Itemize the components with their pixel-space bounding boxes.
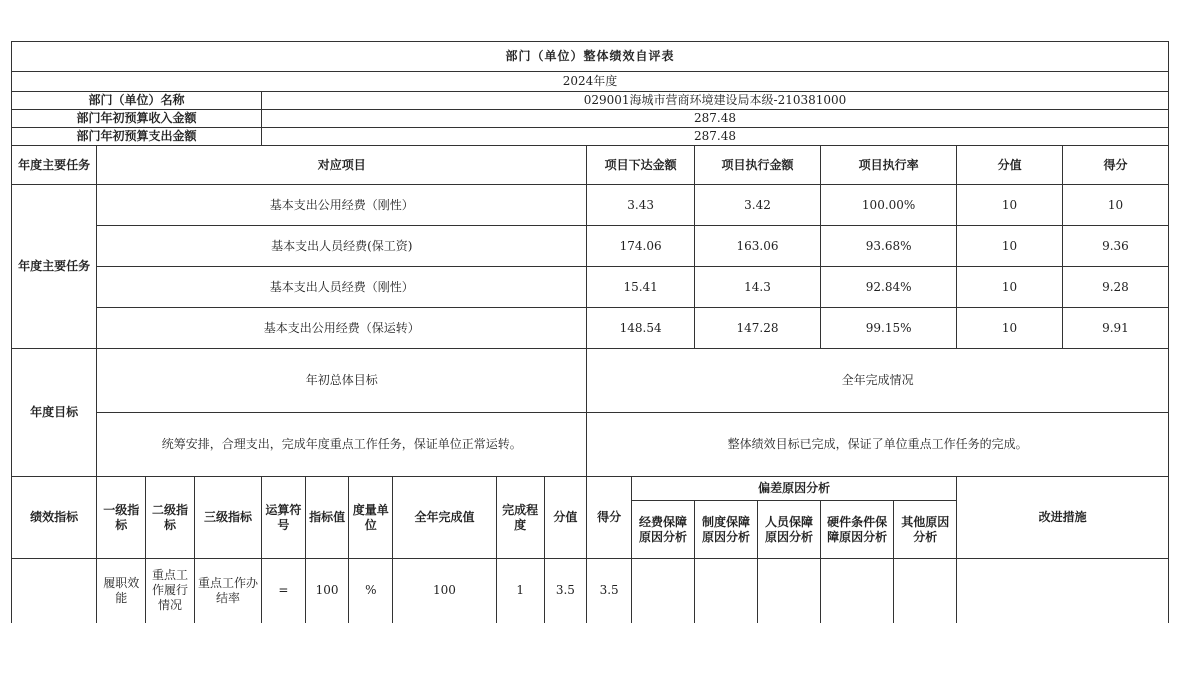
performance-evaluation-table [11,41,1169,623]
tasks-header-label: 年度主要任务 [12,146,97,185]
dept-name-label: 部门（单位）名称 [12,92,262,110]
task-score: 10 [1062,185,1168,226]
col-header-dev-system: 制度保障原因分析 [694,501,757,559]
completion-header: 全年完成情况 [587,349,1169,413]
col-header-level3: 三级指标 [194,477,261,559]
task-executed: 14.3 [694,267,820,308]
col-header-dev-personnel: 人员保障原因分析 [758,501,821,559]
col-header-improve: 改进措施 [957,477,1169,559]
col-header-score: 得分 [1062,146,1168,185]
initial-goal-header: 年初总体目标 [97,349,587,413]
col-header-rate: 项目执行率 [821,146,957,185]
col-header-ind-score: 得分 [587,477,632,559]
col-header-score-value: 分值 [957,146,1063,185]
col-header-issued: 项目下达金额 [587,146,695,185]
col-header-unit: 度量单位 [349,477,393,559]
task-issued: 3.43 [587,185,695,226]
task-executed: 3.42 [694,185,820,226]
table-row [12,559,1169,623]
dept-name-value: 029001海城市营商环境建设局本级-210381000 [262,92,1169,110]
task-value: 10 [957,308,1063,349]
task-score: 9.28 [1062,267,1168,308]
col-header-level1: 一级指标 [97,477,146,559]
ind-unit: % [349,559,393,623]
ind-degree: 1 [496,559,544,623]
task-project: 基本支出人员经费（刚性） [97,267,587,308]
task-project: 基本支出公用经费（保运转） [97,308,587,349]
tasks-row-label: 年度主要任务 [12,185,97,349]
task-rate: 100.00% [821,185,957,226]
task-value: 10 [957,226,1063,267]
col-header-project: 对应项目 [97,146,587,185]
ind-operator: = [262,559,306,623]
ind-target: 100 [305,559,349,623]
fiscal-year: 2024年度 [12,72,1169,92]
col-header-target: 指标值 [305,477,349,559]
col-header-dev-hardware: 硬件条件保障原因分析 [821,501,894,559]
col-header-operator: 运算符号 [262,477,306,559]
ind-level3: 重点工作办结率 [194,559,261,623]
completion-text: 整体绩效目标已完成，保证了单位重点工作任务的完成。 [587,413,1169,477]
ind-actual: 100 [393,559,497,623]
table-row [12,308,1169,349]
task-executed: 147.28 [694,308,820,349]
col-header-deviation: 偏差原因分析 [631,477,956,501]
task-value: 10 [957,267,1063,308]
task-value: 10 [957,185,1063,226]
goals-label: 年度目标 [12,349,97,477]
expense-value: 287.48 [262,128,1169,146]
income-label: 部门年初预算收入金额 [12,110,262,128]
col-header-dev-other: 其他原因分析 [894,501,957,559]
ind-value: 3.5 [544,559,587,623]
task-issued: 174.06 [587,226,695,267]
col-header-level2: 二级指标 [146,477,195,559]
task-rate: 99.15% [821,308,957,349]
task-project: 基本支出人员经费(保工资) [97,226,587,267]
income-value: 287.48 [262,110,1169,128]
task-issued: 15.41 [587,267,695,308]
task-executed: 163.06 [694,226,820,267]
col-header-dev-funding: 经费保障原因分析 [631,501,694,559]
task-project: 基本支出公用经费（刚性） [97,185,587,226]
table-row [12,185,1169,226]
task-rate: 93.68% [821,226,957,267]
ind-score: 3.5 [587,559,632,623]
task-score: 9.91 [1062,308,1168,349]
col-header-value: 分值 [544,477,587,559]
col-header-actual: 全年完成值 [393,477,497,559]
indicators-label: 绩效指标 [12,477,97,559]
ind-level2: 重点工作履行情况 [146,559,195,623]
task-issued: 148.54 [587,308,695,349]
task-rate: 92.84% [821,267,957,308]
initial-goal-text: 统筹安排，合理支出，完成年度重点工作任务，保证单位正常运转。 [97,413,587,477]
col-header-executed: 项目执行金额 [694,146,820,185]
col-header-degree: 完成程度 [496,477,544,559]
ind-level1: 履职效能 [97,559,146,623]
table-row [12,267,1169,308]
expense-label: 部门年初预算支出金额 [12,128,262,146]
task-score: 9.36 [1062,226,1168,267]
table-row [12,226,1169,267]
page-title: 部门（单位）整体绩效自评表 [12,42,1169,72]
